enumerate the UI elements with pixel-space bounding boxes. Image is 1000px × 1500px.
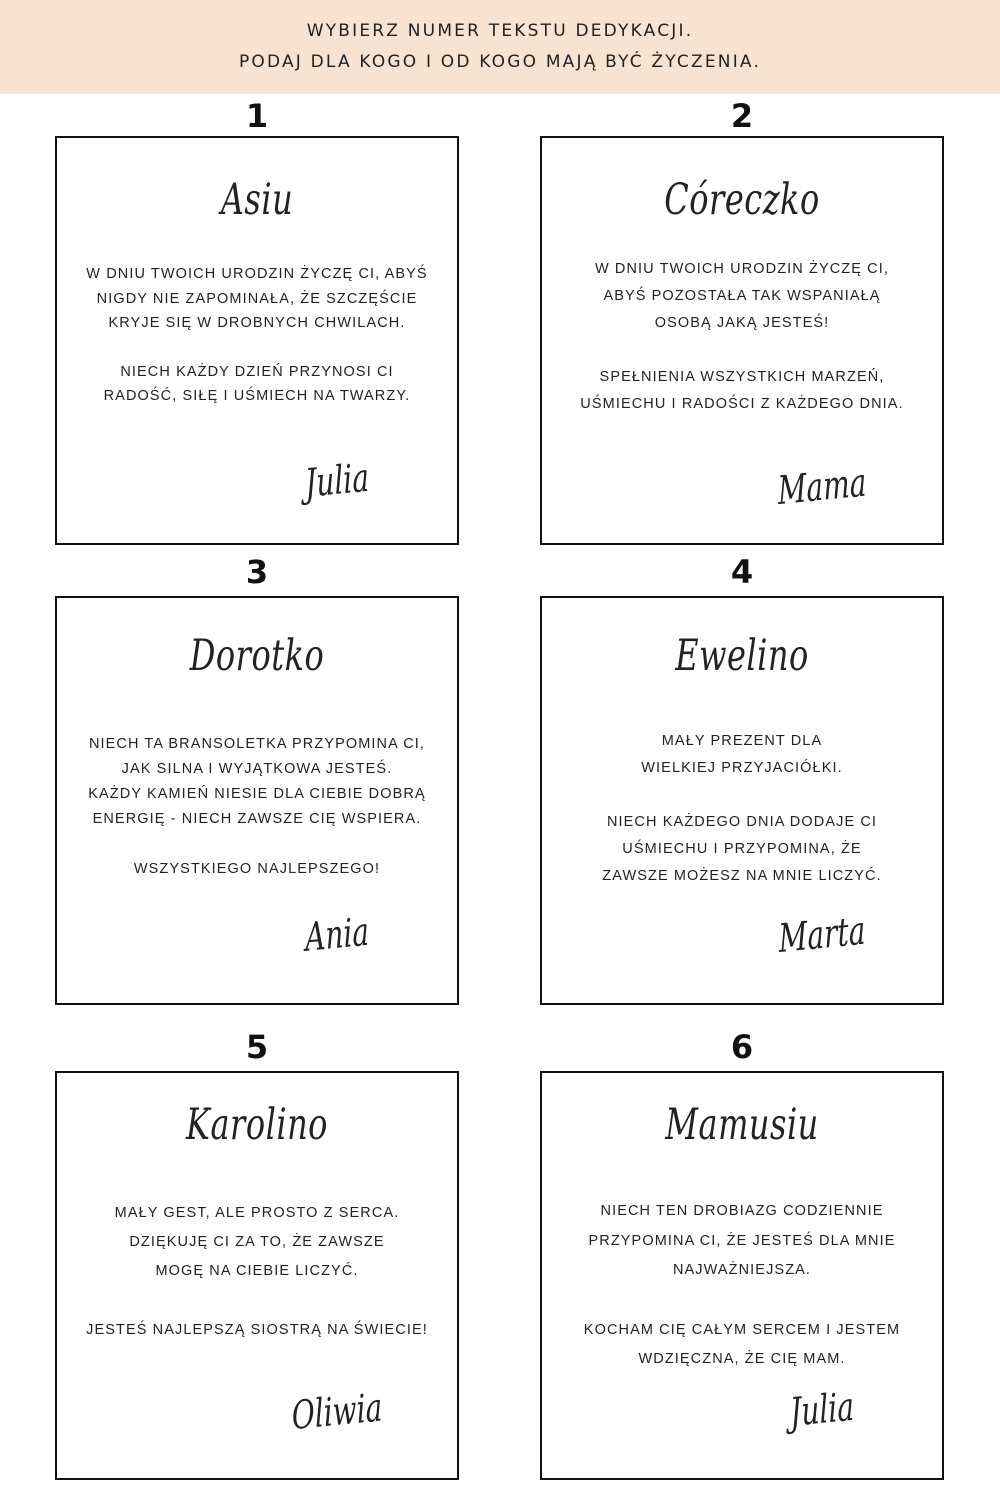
dedication-text [67,262,447,409]
dedication-line: KAŻDY KAMIEŃ NIESIE DLA CIEBIE DOBRĄ [88,786,426,802]
dedication-card [540,596,944,1005]
card-number: 1 [245,97,269,135]
recipient-name: Dorotko [189,629,325,681]
dedication-line: MAŁY PREZENT DLA [661,733,823,749]
dedication-card [540,136,944,545]
dedication-line: SPEŁNIENIA WSZYSTKICH MARZEŃ, [599,369,885,385]
dedication-paragraph [552,1197,932,1286]
instructions-line-2: PODAJ DLA KOGO I OD KOGO MAJĄ BYĆ ŻYCZENIA. [238,52,762,72]
dedication-card [55,596,459,1005]
dedication-line: W DNIU TWOICH URODZIN ŻYCZĘ CI, ABYŚ [86,266,428,282]
dedication-line: MAŁY GEST, ALE PROSTO Z SERCA. [114,1205,400,1221]
dedication-line: NIGDY NIE ZAPOMINAŁA, ŻE SZCZĘŚCIE [96,290,418,307]
dedication-line: NIECH KAŻDEGO DNIA DODAJE CI [606,814,878,830]
card-number: 2 [730,97,754,135]
dedication-line: JESTEŚ NAJLEPSZĄ SIOSTRĄ NA ŚWIECIE! [86,1322,428,1338]
dedication-line: NIECH TEN DROBIAZG CODZIENNIE [600,1203,884,1219]
dedication-line: ENERGIĘ - NIECH ZAWSZE CIĘ WSPIERA. [92,811,422,827]
signature: Marta [777,907,867,962]
dedication-card [55,1071,459,1480]
recipient-name: Córeczko [664,173,820,225]
dedication-paragraph [552,809,932,890]
dedication-line: NIECH TA BRANSOLETKA PRZYPOMINA CI, [88,736,426,752]
recipient-name: Mamusiu [665,1098,819,1150]
instructions-banner [0,0,1000,94]
dedication-paragraph [552,728,932,782]
card-number: 3 [245,553,269,591]
dedication-paragraph [552,1316,932,1375]
dedication-line: MOGĘ NA CIEBIE LICZYĆ. [155,1263,359,1279]
dedication-line: KRYJE SIĘ W DROBNYCH CHWILACH. [108,315,406,331]
dedication-paragraph [67,262,447,336]
dedication-line: ZAWSZE MOŻESZ NA MNIE LICZYĆ. [602,868,882,884]
dedication-paragraph [67,857,447,882]
card-number: 6 [730,1028,754,1066]
dedication-text [552,728,932,890]
dedication-line: NAJWAŻNIEJSZA. [672,1262,812,1278]
dedication-line: NIECH KAŻDY DZIEŃ PRZYNOSI CI [120,363,394,380]
dedication-paragraph [67,1199,447,1286]
signature: Ania [303,908,371,961]
dedication-line: KOCHAM CIĘ CAŁYM SERCEM I JESTEM [583,1321,901,1338]
signature: Julia [303,454,371,507]
dedication-paragraph [552,256,932,337]
dedication-line: ABYŚ POZOSTAŁA TAK WSPANIAŁĄ [603,288,881,304]
dedication-card [540,1071,944,1480]
dedication-paragraph [67,732,447,832]
dedication-text [552,1197,932,1375]
dedication-line: PRZYPOMINA CI, ŻE JESTEŚ DLA MNIE [588,1232,896,1249]
dedication-line: W DNIU TWOICH URODZIN ŻYCZĘ CI, [594,261,889,277]
dedication-line: DZIĘKUJĘ CI ZA TO, ŻE ZAWSZE [129,1234,385,1250]
dedication-paragraph [67,360,447,409]
dedication-card [55,136,459,545]
dedication-paragraph [552,364,932,418]
recipient-name: Karolino [186,1098,328,1150]
signature: Oliwia [290,1384,384,1439]
dedication-line: RADOŚĆ, SIŁĘ I UŚMIECH NA TWARZY. [103,388,411,404]
card-number: 5 [245,1028,269,1066]
dedication-text [552,256,932,418]
recipient-name: Ewelino [675,629,809,681]
card-number: 4 [730,553,754,591]
dedication-line: UŚMIECHU I PRZYPOMINA, ŻE [622,841,862,857]
dedication-text [67,1199,447,1345]
dedication-line: UŚMIECHU I RADOŚCI Z KAŻDEGO DNIA. [580,396,904,412]
dedication-line: WIELKIEJ PRZYJACIÓŁKI. [641,760,843,776]
dedication-line: OSOBĄ JAKĄ JESTEŚ! [654,315,830,331]
dedication-line: WDZIĘCZNA, ŻE CIĘ MAM. [638,1351,846,1367]
dedication-line: JAK SILNA I WYJĄTKOWA JESTEŚ. [121,761,393,777]
signature: Julia [788,1383,856,1436]
dedication-line: WSZYSTKIEGO NAJLEPSZEGO! [133,861,381,877]
recipient-name: Asiu [220,173,294,225]
dedication-paragraph [67,1316,447,1345]
signature: Mama [776,459,868,514]
instructions-line-1: WYBIERZ NUMER TEKSTU DEDYKACJI. [306,21,694,41]
dedication-text [67,732,447,882]
